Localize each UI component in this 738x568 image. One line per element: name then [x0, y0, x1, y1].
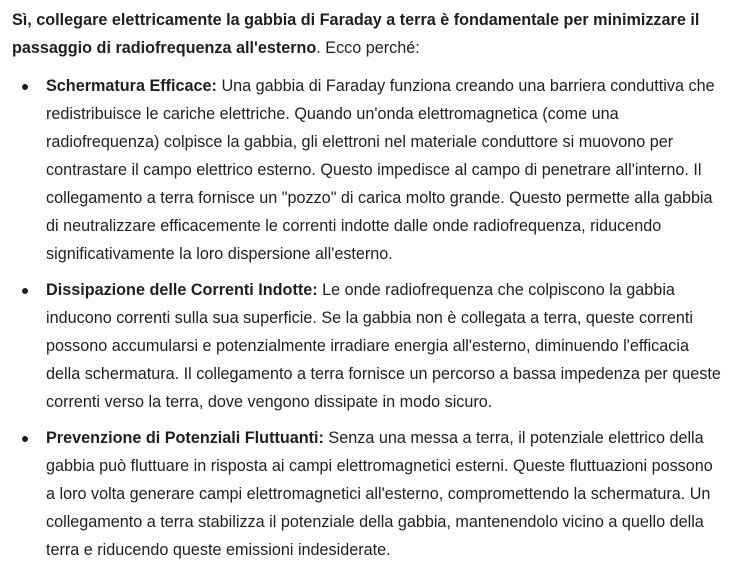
point-text: Le onde radiofrequenza che colpiscono la gabbia inducono correnti sulla sua superficie. Se la gabbia non è collegata a terra, queste correnti possono accumularsi e potenzialmente irradiare energia all'esterno, diminuendo l'efficacia della schermatura. Il collegamento a terra fornisce un percorso a bassa impedenza per queste correnti verso la terra, dove vengono dissipate in modo sicuro. [46, 281, 721, 411]
list-item [12, 424, 724, 564]
intro-bold-text: Sì, collegare elettricamente la gabbia di Faraday a terra è fondamentale per minimizzare il passaggio di radiofrequenza all'esterno [12, 11, 700, 57]
intro-rest-text: . Ecco perché: [316, 39, 420, 57]
bullet-dot-icon [22, 84, 28, 90]
point-title: Prevenzione di Potenziali Fluttuanti: [46, 429, 324, 447]
list-item [12, 276, 724, 416]
bullet-dot-icon [22, 436, 28, 442]
bullet-dot-icon [22, 288, 28, 294]
point-text: Senza una messa a terra, il potenziale elettrico della gabbia può fluttuare in risposta ai campi elettromagnetici esterni. Queste fluttuazioni possono a loro volta generare campi elettromagnetici all'esterno, compromettendo la schermatura. Un collegamento a terra stabilizza il potenziale della gabbia, mantenendolo vicino a quello della terra e riducendo queste emissioni indesiderate. [46, 429, 713, 559]
list-item [12, 72, 724, 268]
point-text: Una gabbia di Faraday funziona creando una barriera conduttiva che redistribuisce le cariche elettriche. Quando un'onda elettromagnetica (come una radiofrequenza) colpisce la gabbia, gli elettroni nel materiale conduttore si muovono per contrastare il campo elettrico esterno. Questo impedisce al campo di penetrare all'interno. Il collegamento a terra fornisce un "pozzo" di carica molto grande. Questo permette alla gabbia di neutralizzare efficacemente le correnti indotte dalle onde radiofrequenza, riducendo significativamente la loro dispersione all'esterno. [46, 77, 715, 263]
bullet-list [12, 72, 724, 564]
point-title: Dissipazione delle Correnti Indotte: [46, 281, 318, 299]
intro-paragraph [12, 6, 724, 62]
point-title: Schermatura Efficace: [46, 77, 217, 95]
